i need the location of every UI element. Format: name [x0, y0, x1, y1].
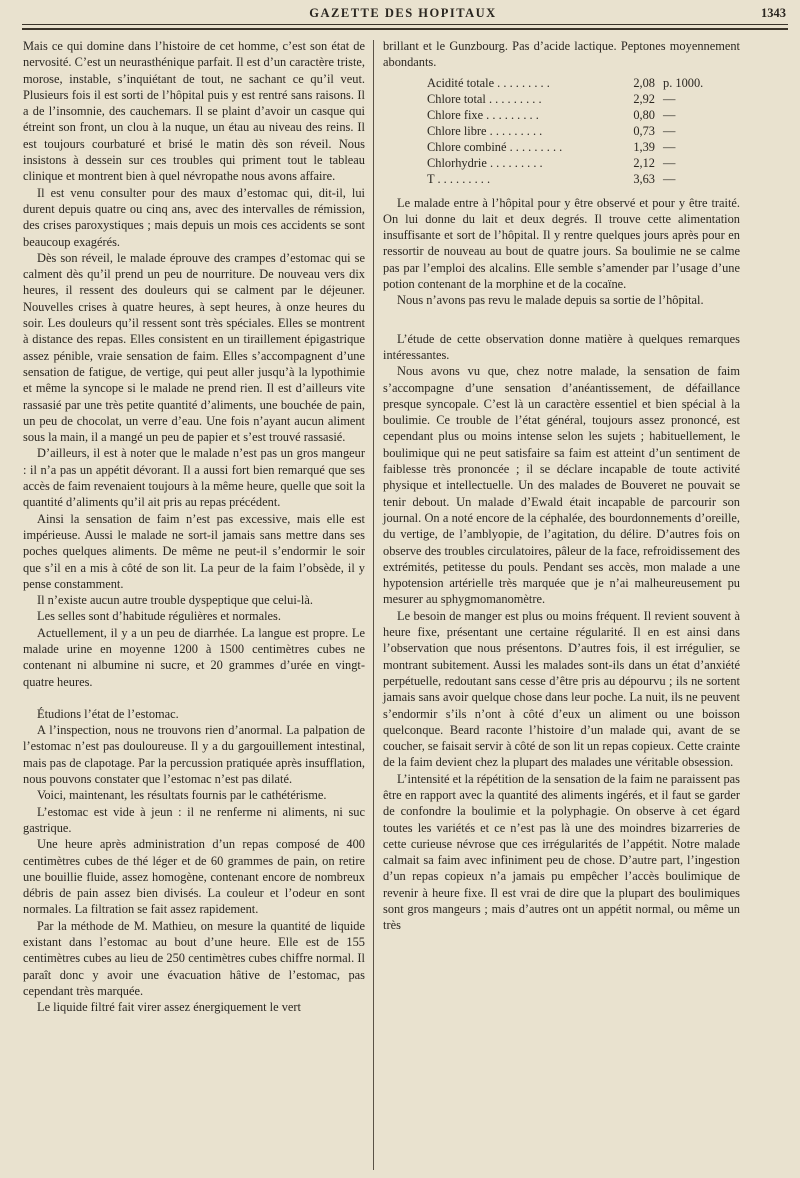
paragraph: L’estomac est vide à jeun : il ne renferme ni aliments, ni suc gastrique. [23, 804, 365, 835]
paragraph: Mais ce qui domine dans l’histoire de cet homme, c’est son état de nervosité. C’est un neurasthénique parfait. Il est d’un caractère triste, morose, instable, s’inquiétant de tout, ne sachant ce qu’il veut. Plusieurs fois il est sorti de l’hôpital puis y est rentré sans raisons. Il a de l’insomnie, des cauchemars. Il se plaint d’avoir un casque qui étreint son front, un clou à la nuque, un étau au niveau des reins. Il est toujours courbaturé et brisé le matin dès son réveil. Nous insistons à dessein sur ces troubles qui priment tout le tableau clinique et montrent bien à quel névropathe nous avons affaire. [23, 39, 365, 184]
paragraph: Il n’existe aucun autre trouble dyspeptique que celui-là. [37, 593, 313, 608]
paragraph: L’intensité et la répétition de la sensation de la faim ne paraissent pas être en rapport avec la quantité des aliments ingérés, et il faut se garder de confondre la boulimie et la polyphagie. On observe à cet égard toutes les variétés et ce n’est pas là une des moindres bizarreries de cette curieuse névrose que ces irrégularités de l’appétit. Notre malade calmait sa faim avec infiniment peu de chose. D’autre part, l’ingestion d’un repas copieux n’a jamais pu empêcher l’accès boulimique de revenir à heure fixe. Il est vrai de dire que la plupart des boulimiques sont gros mangeurs ; mais d’autres ont un appétit normal, ou même un très [383, 771, 740, 933]
paragraph: Ainsi la sensation de faim n’est pas excessive, mais elle est impérieuse. Aussi le malade ne sort-il jamais sans mettre dans ses poches quelques aliments. De même ne peut-il s’endormir le soir que s’il en a mis à côté de son lit. La peur de la faim l’obsède, il y pense constamment. [23, 511, 365, 591]
gastric-analysis-table [423, 75, 727, 187]
paragraph: brillant et le Gunzbourg. Pas d’acide lactique. Peptones moyennement abondants. [383, 39, 740, 70]
table-row [423, 91, 727, 107]
column-divider [373, 40, 374, 1170]
row-label: Chlore libre . . . . . . . . . [427, 123, 543, 138]
row-unit: p. 1000. [663, 75, 704, 90]
table-row [423, 139, 727, 155]
paragraph: Une heure après administration d’un repas composé de 400 centimètres cubes de thé léger et de 60 grammes de pain, on retire une bouillie fluide, assez homogène, contenant encore de nombreux débris de pain assez bien divisés. La couleur et l’odeur en sont normales. La filtration se fait assez rapidement. [23, 837, 365, 917]
row-label: Chlore total . . . . . . . . . [427, 91, 542, 106]
row-value: 2,08 [633, 75, 655, 90]
row-unit: — [663, 91, 676, 106]
row-label: Acidité totale . . . . . . . . . [427, 75, 550, 90]
table-row [423, 107, 727, 123]
paragraph: Nous avons vu que, chez notre malade, la sensation de faim s’accompagne d’une sensation d’anéantissement, de défaillance presque syncopale. C’est là un caractère essentiel et bien spécial à la boulimie. Ce trouble de l’état général, toujours assez prononcé, est cependant plus ou moins intense selon les sujets ; habituellement, le boulimique qui ne peut satisfaire sa faim est atteint d’un sentiment de faiblesse très prononcée ; il se déclare incapable de toute activité physique et intellectuelle. Un des malades de Bouveret ne pouvait se tenir debout. Un malade d’Ewald était incapable de parcourir son journal. On a noté encore de la céphalée, des bourdonnements d’oreille, du vertige, de l’amblyopie, de l’agitation, du délire. D’autres fois on observe des troubles circulatoires, pâleur de la face, refroidissement des extrémités, petitesse du pouls. Pendant ses accès, mon malade a une hypotension artérielle très marquée que je n’ai malheureusement pu mesurer au sphygmomanomètre. [383, 364, 740, 607]
row-value: 0,80 [633, 107, 655, 122]
section-heading: Étudions l’état de l’estomac. [37, 706, 179, 721]
header-rule-thin [22, 24, 788, 25]
paragraph: Par la méthode de M. Mathieu, on mesure la quantité de liquide existant dans l’estomac au bout d’une heure. Elle est de 155 centimètres cubes au lieu de 250 centimètres cubes chiffre normal. Il paraît donc y avoir une évacuation hâtive de l’estomac, pas cependant très marquée. [23, 918, 365, 998]
table-row [423, 171, 727, 187]
paragraph: A l’inspection, nous ne trouvons rien d’anormal. La palpation de l’estomac n’est pas douloureuse. Il y a du gargouillement intestinal, mais pas de clapotage. Par la percussion pratiquée après insufflation, nous pouvons constater que l’estomac n’est pas dilaté. [23, 723, 365, 787]
row-unit: — [663, 155, 676, 170]
row-value: 1,39 [633, 139, 655, 154]
header-rule-thick [22, 28, 788, 30]
table-row [423, 123, 727, 139]
paragraph: Nous n’avons pas revu le malade depuis sa sortie de l’hôpital. [397, 293, 704, 308]
row-value: 2,12 [633, 155, 655, 170]
paragraph: Actuellement, il y a un peu de diarrhée. La langue est propre. Le malade urine en moyenne 1200 à 1500 centimètres cubes ne contenant ni albumine ni sucre, et 20 grammes d’urée en vingt-quatre heures. [23, 625, 365, 689]
page-number: 1343 [761, 6, 786, 20]
row-label: T . . . . . . . . . [427, 171, 491, 186]
row-label: Chlore fixe . . . . . . . . . [427, 107, 539, 122]
journal-title: GAZETTE DES HOPITAUX [309, 6, 497, 20]
paragraph: D’ailleurs, il est à noter que le malade n’est pas un gros mangeur : il n’a pas un appétit dévorant. Il a aussi fort bien remarqué que ses accès de faim revenaient toujours à la même heure, quelle que soit la quantité d’aliments qu’il ait pris au repas précédent. [23, 446, 365, 510]
row-value: 2,92 [633, 91, 655, 106]
table-row [423, 155, 727, 171]
paragraph: Les selles sont d’habitude régulières et normales. [37, 609, 281, 624]
page-header [20, 4, 786, 22]
paragraph: Le malade entre à l’hôpital pour y être observé et pour y être traité. On lui donne du lait et deux degrés. Il trouve cette alimentation insuffisante et sort de l’hôpital. Il y rentre quelques jours après pour en ressortir de nouveau au bout de quatre jours. Sa boulimie ne se calme pas par l’emploi des alcalins. Elle semble s’amender par l’usage d’une potion contenant de la morphine et de la cocaïne. [383, 195, 740, 292]
row-unit: — [663, 171, 676, 186]
table-row [423, 75, 727, 91]
row-unit: — [663, 123, 676, 138]
row-unit: — [663, 107, 676, 122]
paragraph: Dès son réveil, le malade éprouve des crampes d’estomac qui se calment dès qu’il prend un peu de nourriture. De nouveau vers dix heures, il ressent des douleurs qui se calment par le déjeuner. Nouvelles crises à quatre heures, à sept heures, à onze heures du soir. Les douleurs qu’il ressent sont très spéciales. Elles se montrent à distance des repas. Elles consistent en un tiraillement épigastrique assez pénible, vraie sensation de faim. Elles s’accompagnent d’une sensation de fatigue, de vertige, qui peut aller jusqu’à la lypothimie et même la syncope si le malade ne prend rien. Il est d’ailleurs vite rassasié par une très petite quantité d’aliments, une bouchée de pain, un peu de chocolat, un verre d’eau. Une fois n’ayant aucun aliment sous la main, il a mangé un peu de papier et s’est trouvé rassasié. [23, 250, 365, 445]
left-column [23, 38, 365, 1016]
row-value: 3,63 [633, 171, 655, 186]
paragraph: Il est venu consulter pour des maux d’estomac qui, dit-il, lui durent depuis quatre ou cinq ans, avec des intervalles de rémission, des crises paroxystiques ; mais depuis un mois ces accidents se sont beaucoup exagérés. [23, 185, 365, 249]
paragraph: L’étude de cette observation donne matière à quelques remarques intéressantes. [383, 331, 740, 362]
row-label: Chlore combiné . . . . . . . . . [427, 139, 563, 154]
paragraph: Le besoin de manger est plus ou moins fréquent. Il revient souvent à heure fixe, présentant une certaine régularité. Il en est ainsi dans l’observation que nous présentons. D’autres fois, il est irrégulier, se montrant subitement. Aussi les malades sont-ils dans un état d’anxiété perpétuelle, redoutant sans cesse d’être pris au dépourvu ; ils ne sortent jamais sans avoir quelque chose dans leur poche. La nuit, ils ne peuvent s’endormir s’ils n’ont à côté d’eux un aliment ou une boisson quelconque. Beard raconte l’histoire d’un malade qui, avant de se coucher, se faisait servir à côté de son lit un repas copieux. Cette crainte de la faim devient chez la plupart des malades une véritable obsession. [383, 608, 740, 770]
right-column [383, 38, 740, 934]
row-unit: — [663, 139, 676, 154]
row-label: Chlorhydrie . . . . . . . . . [427, 155, 543, 170]
paragraph: Le liquide filtré fait virer assez énergiquement le vert [37, 1000, 301, 1015]
paragraph: Voici, maintenant, les résultats fournis par le cathétérisme. [37, 788, 327, 803]
row-value: 0,73 [633, 123, 655, 138]
